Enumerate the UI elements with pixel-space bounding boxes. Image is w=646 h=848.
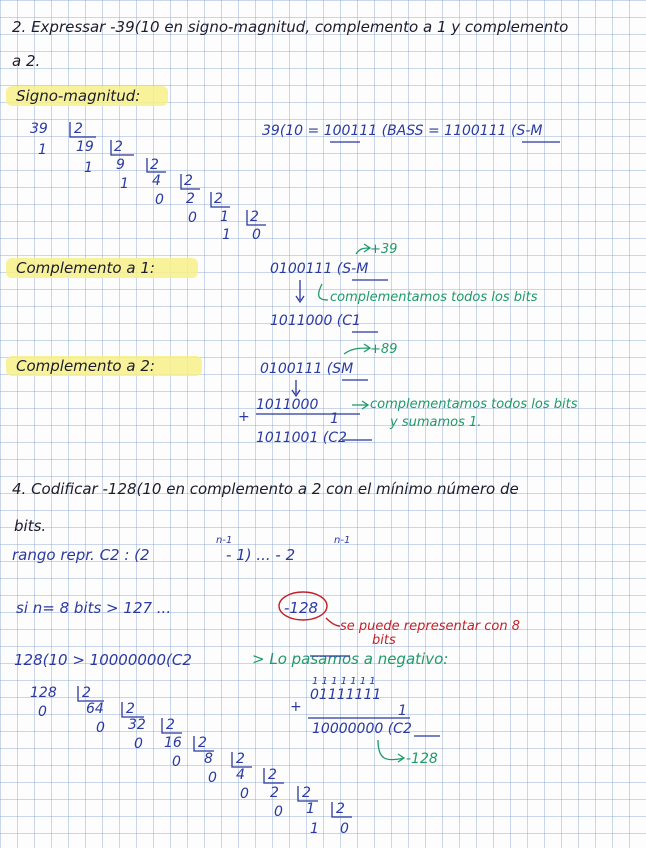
line-128: 128(10 > 10000000(C2 (14, 651, 192, 669)
c2-note1: complementamos todos los bits (370, 397, 578, 412)
div-bracket (70, 122, 96, 137)
red-note2: bits (372, 633, 396, 648)
c1-curve-arrow (319, 284, 328, 300)
div-n: 2 (270, 785, 279, 801)
div-bracket (332, 802, 352, 817)
c1-label: Complemento a 1: (16, 259, 155, 277)
div-r: 1 (120, 176, 129, 192)
ex4-title: 4. Codificar -128(10 en complemento a 2 con el mínimo número de (12, 480, 519, 498)
div-d: 2 (268, 767, 277, 783)
div-d: 2 (114, 139, 123, 155)
div-r: 0 (252, 227, 261, 243)
div-r: 1 (38, 142, 47, 158)
div-d: 2 (336, 801, 345, 817)
div-n: 4 (152, 173, 161, 189)
div-n: 1 (306, 801, 315, 817)
minus128-circle (279, 592, 327, 620)
div-n: 4 (236, 767, 245, 783)
range-mid: - 1) ... - 2 (226, 546, 296, 564)
div-r: 1 (222, 227, 231, 243)
div-bracket (298, 786, 318, 801)
red-note1: se puede representar con 8 (340, 619, 521, 634)
minus-128: -128 (284, 599, 319, 617)
div-n: 1 (220, 209, 229, 225)
div-r: 0 (155, 192, 164, 208)
sm-label: Signo-magnitud: (16, 87, 141, 105)
div-r: 0 (172, 754, 181, 770)
div-bracket (211, 192, 230, 207)
div-d: 2 (214, 191, 223, 207)
div-d: 2 (126, 701, 135, 717)
div-d: 2 (166, 717, 175, 733)
red-arrow (326, 618, 340, 626)
div-n: 16 (164, 735, 182, 751)
div-bracket (194, 736, 214, 751)
div-n: 64 (86, 701, 104, 717)
c1-top-arrow (356, 244, 370, 254)
c1-down-arrow (296, 280, 304, 302)
div-r: 0 (240, 786, 249, 802)
div-n: 19 (76, 139, 94, 155)
c1-line1: 0100111 (S-M (270, 261, 369, 277)
add-a: 01111111 (310, 687, 382, 703)
if-n: si n= 8 bits > 127 ... (16, 599, 172, 617)
div-n: 32 (128, 717, 146, 733)
c2-line2: 1011000 (256, 397, 319, 413)
div-r: 1 (310, 821, 319, 837)
div-r: 0 (96, 720, 105, 736)
c2-one: 1 (330, 411, 339, 427)
div-d: 2 (236, 751, 245, 767)
ex4-c2-underline (310, 656, 440, 736)
div-bracket (264, 768, 284, 783)
c2-plus: + (238, 409, 250, 425)
c2-note-arrow (352, 401, 368, 409)
ex4-curve-arrow (378, 740, 404, 762)
div-r: 0 (274, 804, 283, 820)
div-bracket (247, 210, 266, 225)
sm-result: 39(10 = 100111 (BASS = 1100111 (S-M (262, 123, 543, 139)
div-bracket (147, 158, 166, 172)
c2-line1: 0100111 (SM (260, 361, 354, 377)
div-d: 2 (82, 685, 91, 701)
add-plus: + (290, 699, 302, 715)
div-d: 2 (250, 209, 259, 225)
div-n: 9 (116, 157, 125, 173)
ex4-title-cont: bits. (14, 517, 47, 535)
div-r: 0 (340, 821, 349, 837)
div-d: 2 (74, 121, 83, 137)
c1-note-top: +39 (370, 242, 398, 257)
div-r: 0 (134, 736, 143, 752)
div-n: 2 (186, 191, 195, 207)
div-bracket (181, 174, 200, 189)
range-exp2: n-1 (334, 535, 351, 546)
div-n: 128 (30, 685, 57, 701)
div-n: 8 (204, 751, 213, 767)
div-n: 39 (30, 121, 48, 137)
c1-line2: 1011000 (C1 (270, 313, 361, 329)
div-r: 0 (38, 704, 47, 720)
div-bracket (122, 702, 144, 717)
div-bracket (232, 752, 252, 767)
green-note: > Lo pasamos a negativo: (252, 650, 449, 668)
div-d: 2 (302, 785, 311, 801)
ex2-title-cont: a 2. (12, 52, 41, 70)
div-d: 2 (198, 735, 207, 751)
div-r: 0 (188, 210, 197, 226)
div-r: 1 (84, 160, 93, 176)
add-b: 1 (398, 703, 407, 719)
arrow-label: -128 (406, 751, 438, 767)
div-bracket (162, 718, 182, 733)
c2-down-arrow (292, 380, 300, 396)
c2-note-top: +89 (370, 342, 398, 357)
div-r: 0 (208, 770, 217, 786)
c2-line3: 1011001 (C2 (256, 430, 347, 446)
c2-top-arrow (344, 344, 370, 354)
div-d: 2 (184, 173, 193, 189)
carries: 1 1 1 1 1 1 1 (312, 676, 376, 687)
range-base: rango repr. C2 : (2 (12, 546, 150, 564)
div-bracket (111, 140, 134, 155)
range-exp1: n-1 (216, 535, 233, 546)
div-bracket (78, 686, 104, 701)
ex2-title: 2. Expressar -39(10 en signo-magnitud, complemento a 1 y complemento (12, 18, 569, 36)
c2-label: Complemento a 2: (16, 357, 155, 375)
c1-note: complementamos todos los bits (330, 290, 538, 305)
c1-underline (352, 280, 388, 332)
c2-note2: y sumamos 1. (390, 415, 482, 430)
div-d: 2 (150, 157, 159, 173)
add-result: 10000000 (C2 (312, 721, 412, 737)
